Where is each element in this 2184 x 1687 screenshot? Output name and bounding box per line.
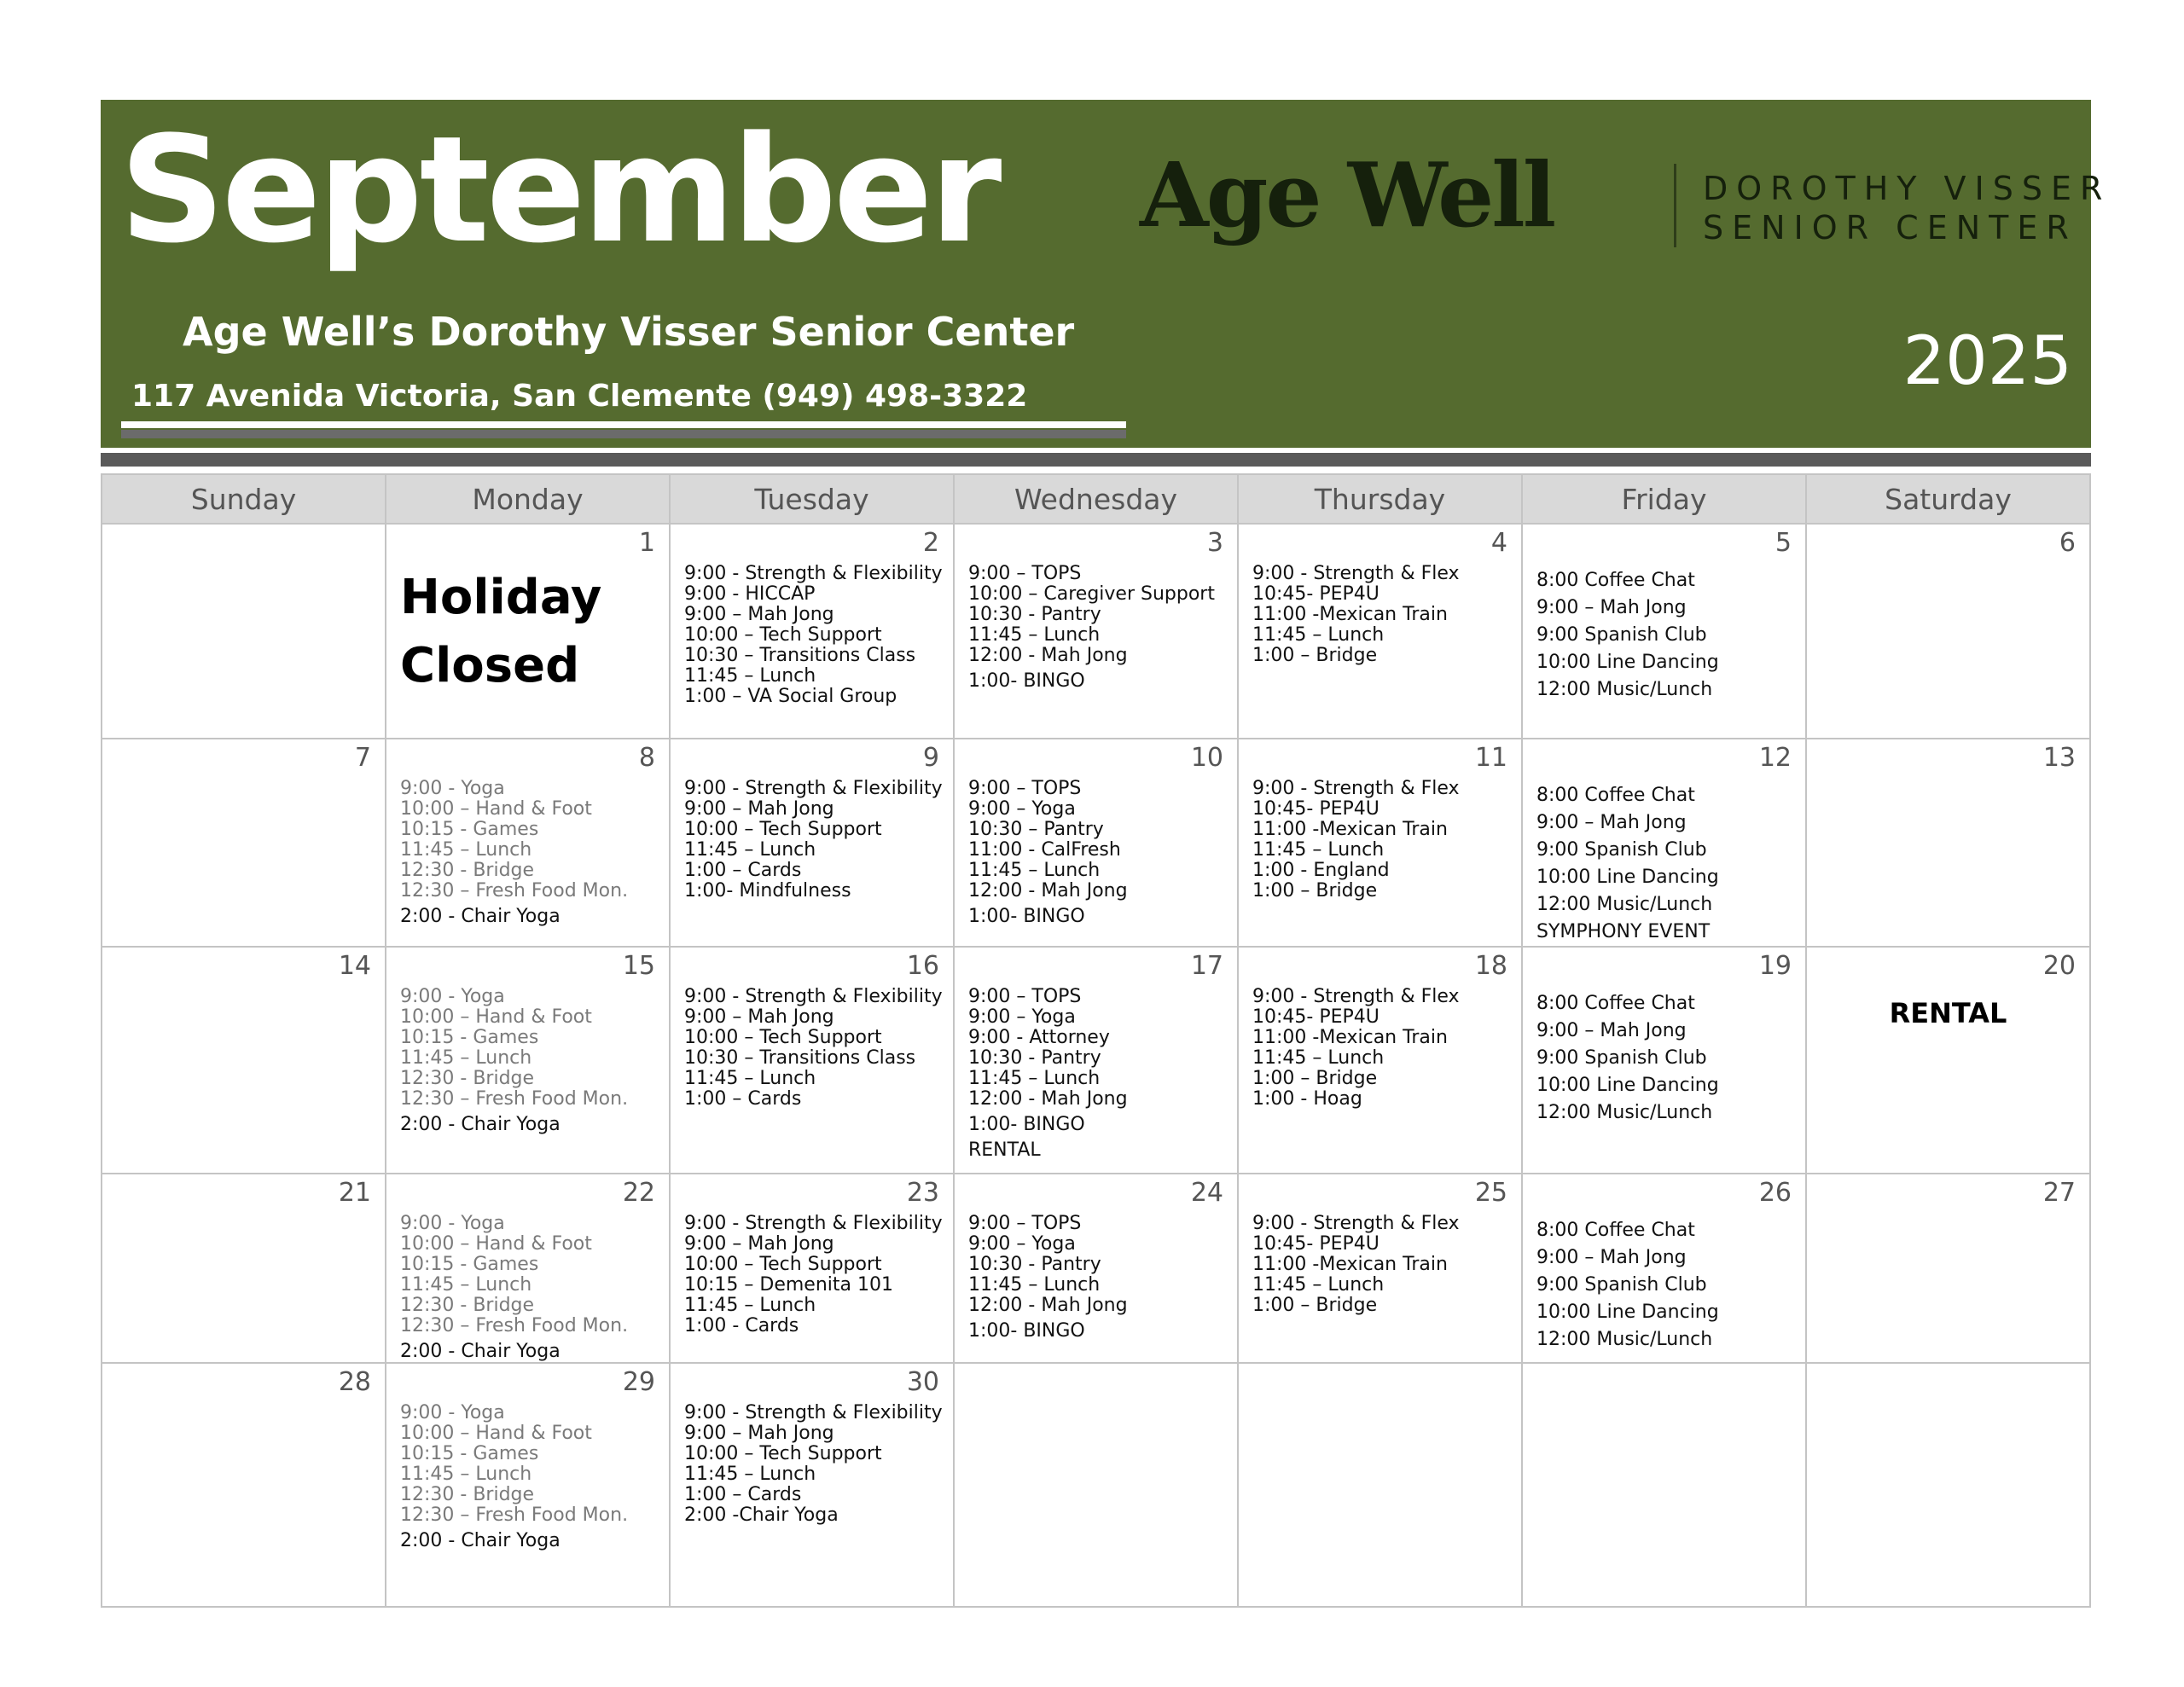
day-cell [1238, 947, 1522, 1174]
event-item: 10:45- PEP4U [1252, 1233, 1380, 1255]
event-item: 10:30 – Transitions Class [684, 1047, 916, 1069]
event-item: 1:00 – Bridge [1252, 880, 1378, 901]
day-number: 14 [338, 951, 371, 981]
event-item: 9:00 - HICCAP [684, 583, 816, 605]
day-number: 20 [2042, 951, 2076, 981]
event-list [955, 525, 1237, 692]
event-item: 9:00 Spanish Club [1536, 839, 1707, 861]
address-underline-shadow [121, 430, 1126, 438]
event-item: 9:00 - Strength & Flexibility [684, 1213, 943, 1234]
event-item: 2:00 - Chair Yoga [400, 1341, 561, 1362]
event-item: 11:45 – Lunch [400, 1047, 532, 1069]
week-row [102, 739, 2090, 947]
event-item: 9:00 – Yoga [968, 1006, 1076, 1028]
event-item: 10:00 Line Dancing [1536, 652, 1719, 673]
event-item: 11:45 – Lunch [684, 1464, 816, 1485]
day-cell [1806, 1363, 2090, 1607]
day-cell [102, 1174, 386, 1363]
day-cell [1806, 524, 2090, 739]
day-number: 3 [1206, 528, 1223, 558]
event-item: 9:00 - Strength & Flexibility [684, 563, 943, 584]
day-number: 26 [1758, 1178, 1792, 1208]
event-item: 1:00 – Bridge [1252, 1068, 1378, 1089]
event-item: 1:00 - Cards [684, 1315, 799, 1336]
event-item: 11:45 – Lunch [1252, 1047, 1385, 1069]
day-cell [1522, 1363, 1806, 1607]
day-cell [386, 524, 670, 739]
event-list [671, 739, 953, 901]
event-item: 9:00 – Mah Jong [1536, 1247, 1687, 1268]
calendar-grid [101, 473, 2091, 1608]
day-cell [670, 1174, 954, 1363]
event-item: RENTAL [968, 1139, 1041, 1161]
event-item: 10:45- PEP4U [1252, 583, 1380, 605]
event-item: 9:00 – Mah Jong [684, 604, 834, 625]
event-item: 11:00 -Mexican Train [1252, 1027, 1448, 1048]
event-item: 9:00 – TOPS [968, 1213, 1082, 1234]
day-cell [670, 524, 954, 739]
event-item: 11:00 - CalFresh [968, 839, 1121, 861]
day-cell [1238, 1363, 1522, 1607]
event-item: 9:00 - Strength & Flex [1252, 1213, 1460, 1234]
day-cell [1522, 524, 1806, 739]
day-cell [954, 524, 1238, 739]
event-item: 10:00 – Hand & Foot [400, 1423, 592, 1444]
event-item: 10:00 – Hand & Foot [400, 1006, 592, 1028]
event-item: 10:45- PEP4U [1252, 1006, 1380, 1028]
day-number: 29 [622, 1367, 655, 1397]
event-item: 10:30 - Pantry [968, 1047, 1101, 1069]
event-item: 12:30 – Fresh Food Mon. [400, 1315, 629, 1336]
event-item: 12:00 Music/Lunch [1536, 1329, 1713, 1350]
day-cell [954, 1174, 1238, 1363]
event-item: 12:30 - Bridge [400, 1484, 535, 1505]
event-item: 10:15 – Demenita 101 [684, 1274, 893, 1296]
event-item: 9:00 - Strength & Flex [1252, 563, 1460, 584]
event-item: 10:00 – Tech Support [684, 1443, 882, 1464]
event-item: 9:00 - Yoga [400, 1402, 505, 1423]
weekday-header: Thursday [1238, 474, 1522, 524]
event-item: 9:00 – Mah Jong [1536, 1020, 1687, 1041]
event-item: 10:00 Line Dancing [1536, 867, 1719, 888]
event-item: 9:00 – Mah Jong [684, 1233, 834, 1255]
event-item: 9:00 - Strength & Flexibility [684, 778, 943, 799]
event-item: 11:45 – Lunch [400, 1464, 532, 1485]
day-number: 4 [1490, 528, 1507, 558]
day-cell [670, 1363, 954, 1607]
event-item: 1:00- Mindfulness [684, 880, 851, 901]
event-item: 12:30 - Bridge [400, 1295, 535, 1316]
day-number: 22 [622, 1178, 655, 1208]
event-item: 1:00 - England [1252, 860, 1390, 881]
event-item: 1:00- BINGO [968, 1114, 1085, 1135]
week-row [102, 1363, 2090, 1607]
event-item: 10:30 - Pantry [968, 1254, 1101, 1275]
event-item: 12:00 - Mah Jong [968, 1088, 1128, 1110]
day-number: 1 [638, 528, 655, 558]
day-number: 30 [906, 1367, 939, 1397]
weekday-header-row [102, 474, 2090, 524]
event-item: 11:45 – Lunch [684, 1068, 816, 1089]
day-number: 8 [638, 743, 655, 773]
event-item: 11:45 – Lunch [968, 624, 1101, 646]
day-number: 16 [906, 951, 939, 981]
event-list [386, 739, 669, 927]
day-cell [102, 947, 386, 1174]
header-divider-bar [101, 453, 2091, 467]
event-item: 1:00- BINGO [968, 670, 1085, 692]
event-item: 9:00 – Yoga [968, 1233, 1076, 1255]
event-item: 10:15 - Games [400, 1443, 539, 1464]
holiday-text: Holiday [400, 570, 602, 625]
day-cell [102, 524, 386, 739]
day-cell [1806, 947, 2090, 1174]
day-cell [386, 1363, 670, 1607]
event-item: 10:15 - Games [400, 819, 539, 840]
event-item: 11:45 – Lunch [968, 1068, 1101, 1089]
day-cell [954, 739, 1238, 947]
event-item: 9:00 – Mah Jong [684, 1006, 834, 1028]
event-item: 10:00 – Tech Support [684, 624, 882, 646]
event-item: 11:45 – Lunch [1252, 839, 1385, 861]
day-number: 27 [2042, 1178, 2076, 1208]
day-number: 11 [1474, 743, 1507, 773]
event-item: 12:30 – Fresh Food Mon. [400, 880, 629, 901]
event-item: 1:00 – Bridge [1252, 645, 1378, 666]
event-item: 1:00 – Cards [684, 1484, 802, 1505]
weekday-header: Tuesday [670, 474, 954, 524]
event-item: 9:00 – Mah Jong [684, 798, 834, 820]
day-cell [386, 947, 670, 1174]
event-item: 8:00 Coffee Chat [1536, 1220, 1695, 1241]
event-item: 2:00 - Chair Yoga [400, 1114, 561, 1135]
event-item: 9:00 - Strength & Flexibility [684, 986, 943, 1007]
day-cell [1238, 524, 1522, 739]
logo-brand: Age Well [1140, 142, 1554, 247]
week-row [102, 1174, 2090, 1363]
event-item: 11:45 – Lunch [1252, 624, 1385, 646]
event-item: 11:00 -Mexican Train [1252, 819, 1448, 840]
event-item: 12:00 Music/Lunch [1536, 894, 1713, 915]
event-list [1239, 525, 1521, 666]
day-cell [1522, 947, 1806, 1174]
event-item: 1:00 – Bridge [1252, 1295, 1378, 1316]
day-number: 25 [1474, 1178, 1507, 1208]
day-number: 15 [622, 951, 655, 981]
day-cell [102, 739, 386, 947]
rental-label: RENTAL [1889, 997, 2007, 1029]
month-title: September [119, 104, 999, 275]
event-item: 1:00- BINGO [968, 1320, 1085, 1342]
day-cell [1806, 1174, 2090, 1363]
event-item: 12:30 - Bridge [400, 860, 535, 881]
event-item: 11:45 – Lunch [684, 839, 816, 861]
day-cell [1238, 1174, 1522, 1363]
event-item: 10:00 – Hand & Foot [400, 1233, 592, 1255]
holiday-text: Closed [400, 638, 580, 693]
event-item: 1:00 – Cards [684, 860, 802, 881]
event-item: 10:30 – Pantry [968, 819, 1104, 840]
calendar-body [102, 524, 2090, 1607]
day-cell [670, 739, 954, 947]
event-item: 10:45- PEP4U [1252, 798, 1380, 820]
event-item: 9:00 – TOPS [968, 986, 1082, 1007]
event-item: 9:00 – Yoga [968, 798, 1076, 820]
logo-subtitle-line2: SENIOR CENTER [1703, 209, 2077, 246]
day-cell [670, 947, 954, 1174]
event-item: 9:00 - Strength & Flex [1252, 986, 1460, 1007]
event-item: 2:00 - Chair Yoga [400, 1530, 561, 1551]
event-item: 12:00 Music/Lunch [1536, 1102, 1713, 1123]
event-item: 9:00 – TOPS [968, 778, 1082, 799]
day-cell [954, 1363, 1238, 1607]
weekday-header: Monday [386, 474, 670, 524]
event-item: 11:00 -Mexican Train [1252, 604, 1448, 625]
weekday-header: Friday [1522, 474, 1806, 524]
event-item: 10:00 Line Dancing [1536, 1075, 1719, 1096]
event-item: 8:00 Coffee Chat [1536, 993, 1695, 1014]
day-cell [1522, 1174, 1806, 1363]
event-item: 12:30 – Fresh Food Mon. [400, 1504, 629, 1526]
day-number: 21 [338, 1178, 371, 1208]
event-item: 2:00 -Chair Yoga [684, 1504, 839, 1526]
day-cell [1238, 739, 1522, 947]
event-item: 11:00 -Mexican Train [1252, 1254, 1448, 1275]
event-item: 9:00 - Attorney [968, 1027, 1110, 1048]
day-cell [386, 739, 670, 947]
holiday-notice [386, 525, 669, 700]
event-item: 1:00 – VA Social Group [684, 686, 897, 707]
logo-subtitle-line1: DOROTHY VISSER [1703, 170, 2111, 207]
center-address: 117 Avenida Victoria, San Clemente (949) 498-3322 [131, 379, 1028, 414]
logo-divider [1674, 164, 1676, 247]
day-number: 2 [922, 528, 939, 558]
event-item: 10:00 – Tech Support [684, 1254, 882, 1275]
event-list [671, 525, 953, 707]
day-number: 19 [1758, 951, 1792, 981]
event-item: 9:00 Spanish Club [1536, 1047, 1707, 1069]
event-item: 9:00 Spanish Club [1536, 624, 1707, 646]
event-item: 10:00 – Caregiver Support [968, 583, 1215, 605]
event-item: 11:45 – Lunch [968, 860, 1101, 881]
event-item: 10:00 Line Dancing [1536, 1301, 1719, 1323]
week-row [102, 947, 2090, 1174]
event-item: 10:00 – Hand & Foot [400, 798, 592, 820]
event-item: SYMPHONY EVENT [1536, 921, 1711, 942]
event-item: 9:00 – Mah Jong [1536, 597, 1687, 618]
day-number: 12 [1758, 743, 1792, 773]
event-item: 12:00 Music/Lunch [1536, 679, 1713, 700]
weekday-header: Sunday [102, 474, 386, 524]
event-item: 11:45 – Lunch [1252, 1274, 1385, 1296]
event-item: 12:30 – Fresh Food Mon. [400, 1088, 629, 1110]
event-item: 11:45 – Lunch [968, 1274, 1101, 1296]
day-number: 5 [1774, 528, 1792, 558]
day-number: 6 [2059, 528, 2076, 558]
day-number: 13 [2042, 743, 2076, 773]
day-number: 17 [1190, 951, 1223, 981]
day-cell [1806, 739, 2090, 947]
event-item: 12:30 - Bridge [400, 1068, 535, 1089]
week-row [102, 524, 2090, 739]
weekday-header: Wednesday [954, 474, 1238, 524]
day-number: 9 [922, 743, 939, 773]
day-number: 23 [906, 1178, 939, 1208]
event-item: 11:45 – Lunch [684, 665, 816, 687]
center-name: Age Well’s Dorothy Visser Senior Center [183, 309, 1075, 355]
day-number: 28 [338, 1367, 371, 1397]
event-item: 9:00 – Mah Jong [684, 1423, 834, 1444]
day-number: 24 [1190, 1178, 1223, 1208]
event-item: 11:45 – Lunch [400, 839, 532, 861]
calendar-header [101, 100, 2111, 448]
event-item: 9:00 - Yoga [400, 1213, 505, 1234]
event-item: 9:00 - Strength & Flex [1252, 778, 1460, 799]
event-item: 9:00 - Strength & Flexibility [684, 1402, 943, 1423]
event-item: 9:00 - Yoga [400, 778, 505, 799]
event-item: 10:00 – Tech Support [684, 1027, 882, 1048]
event-item: 10:30 – Transitions Class [684, 645, 916, 666]
event-item: 9:00 - Yoga [400, 986, 505, 1007]
day-cell [386, 1174, 670, 1363]
event-item: 11:45 – Lunch [684, 1295, 816, 1316]
event-item: 1:00 – Cards [684, 1088, 802, 1110]
event-item: 10:15 - Games [400, 1027, 539, 1048]
event-item: 2:00 - Chair Yoga [400, 906, 561, 927]
event-item: 9:00 – Mah Jong [1536, 812, 1687, 833]
event-item: 1:00- BINGO [968, 906, 1085, 927]
event-item: 1:00 - Hoag [1252, 1088, 1362, 1110]
age-well-logo [1140, 125, 2111, 279]
event-item: 11:45 – Lunch [400, 1274, 532, 1296]
event-item: 10:15 - Games [400, 1254, 539, 1275]
event-item: 12:00 - Mah Jong [968, 1295, 1128, 1316]
day-number: 18 [1474, 951, 1507, 981]
day-cell [1522, 739, 1806, 947]
year-label: 2025 [1902, 323, 2072, 400]
event-item: 10:30 - Pantry [968, 604, 1101, 625]
event-item: 12:00 - Mah Jong [968, 880, 1128, 901]
day-number: 10 [1190, 743, 1223, 773]
event-list [1523, 525, 1805, 704]
weekday-header: Saturday [1806, 474, 2090, 524]
address-underline [121, 421, 1126, 428]
event-item: 8:00 Coffee Chat [1536, 570, 1695, 591]
event-item: 10:00 – Tech Support [684, 819, 882, 840]
day-cell [954, 947, 1238, 1174]
day-number: 7 [354, 743, 371, 773]
event-item: 9:00 – TOPS [968, 563, 1082, 584]
event-item: 9:00 Spanish Club [1536, 1274, 1707, 1296]
day-cell [102, 1363, 386, 1607]
event-item: 12:00 - Mah Jong [968, 645, 1128, 666]
event-item: 8:00 Coffee Chat [1536, 785, 1695, 806]
